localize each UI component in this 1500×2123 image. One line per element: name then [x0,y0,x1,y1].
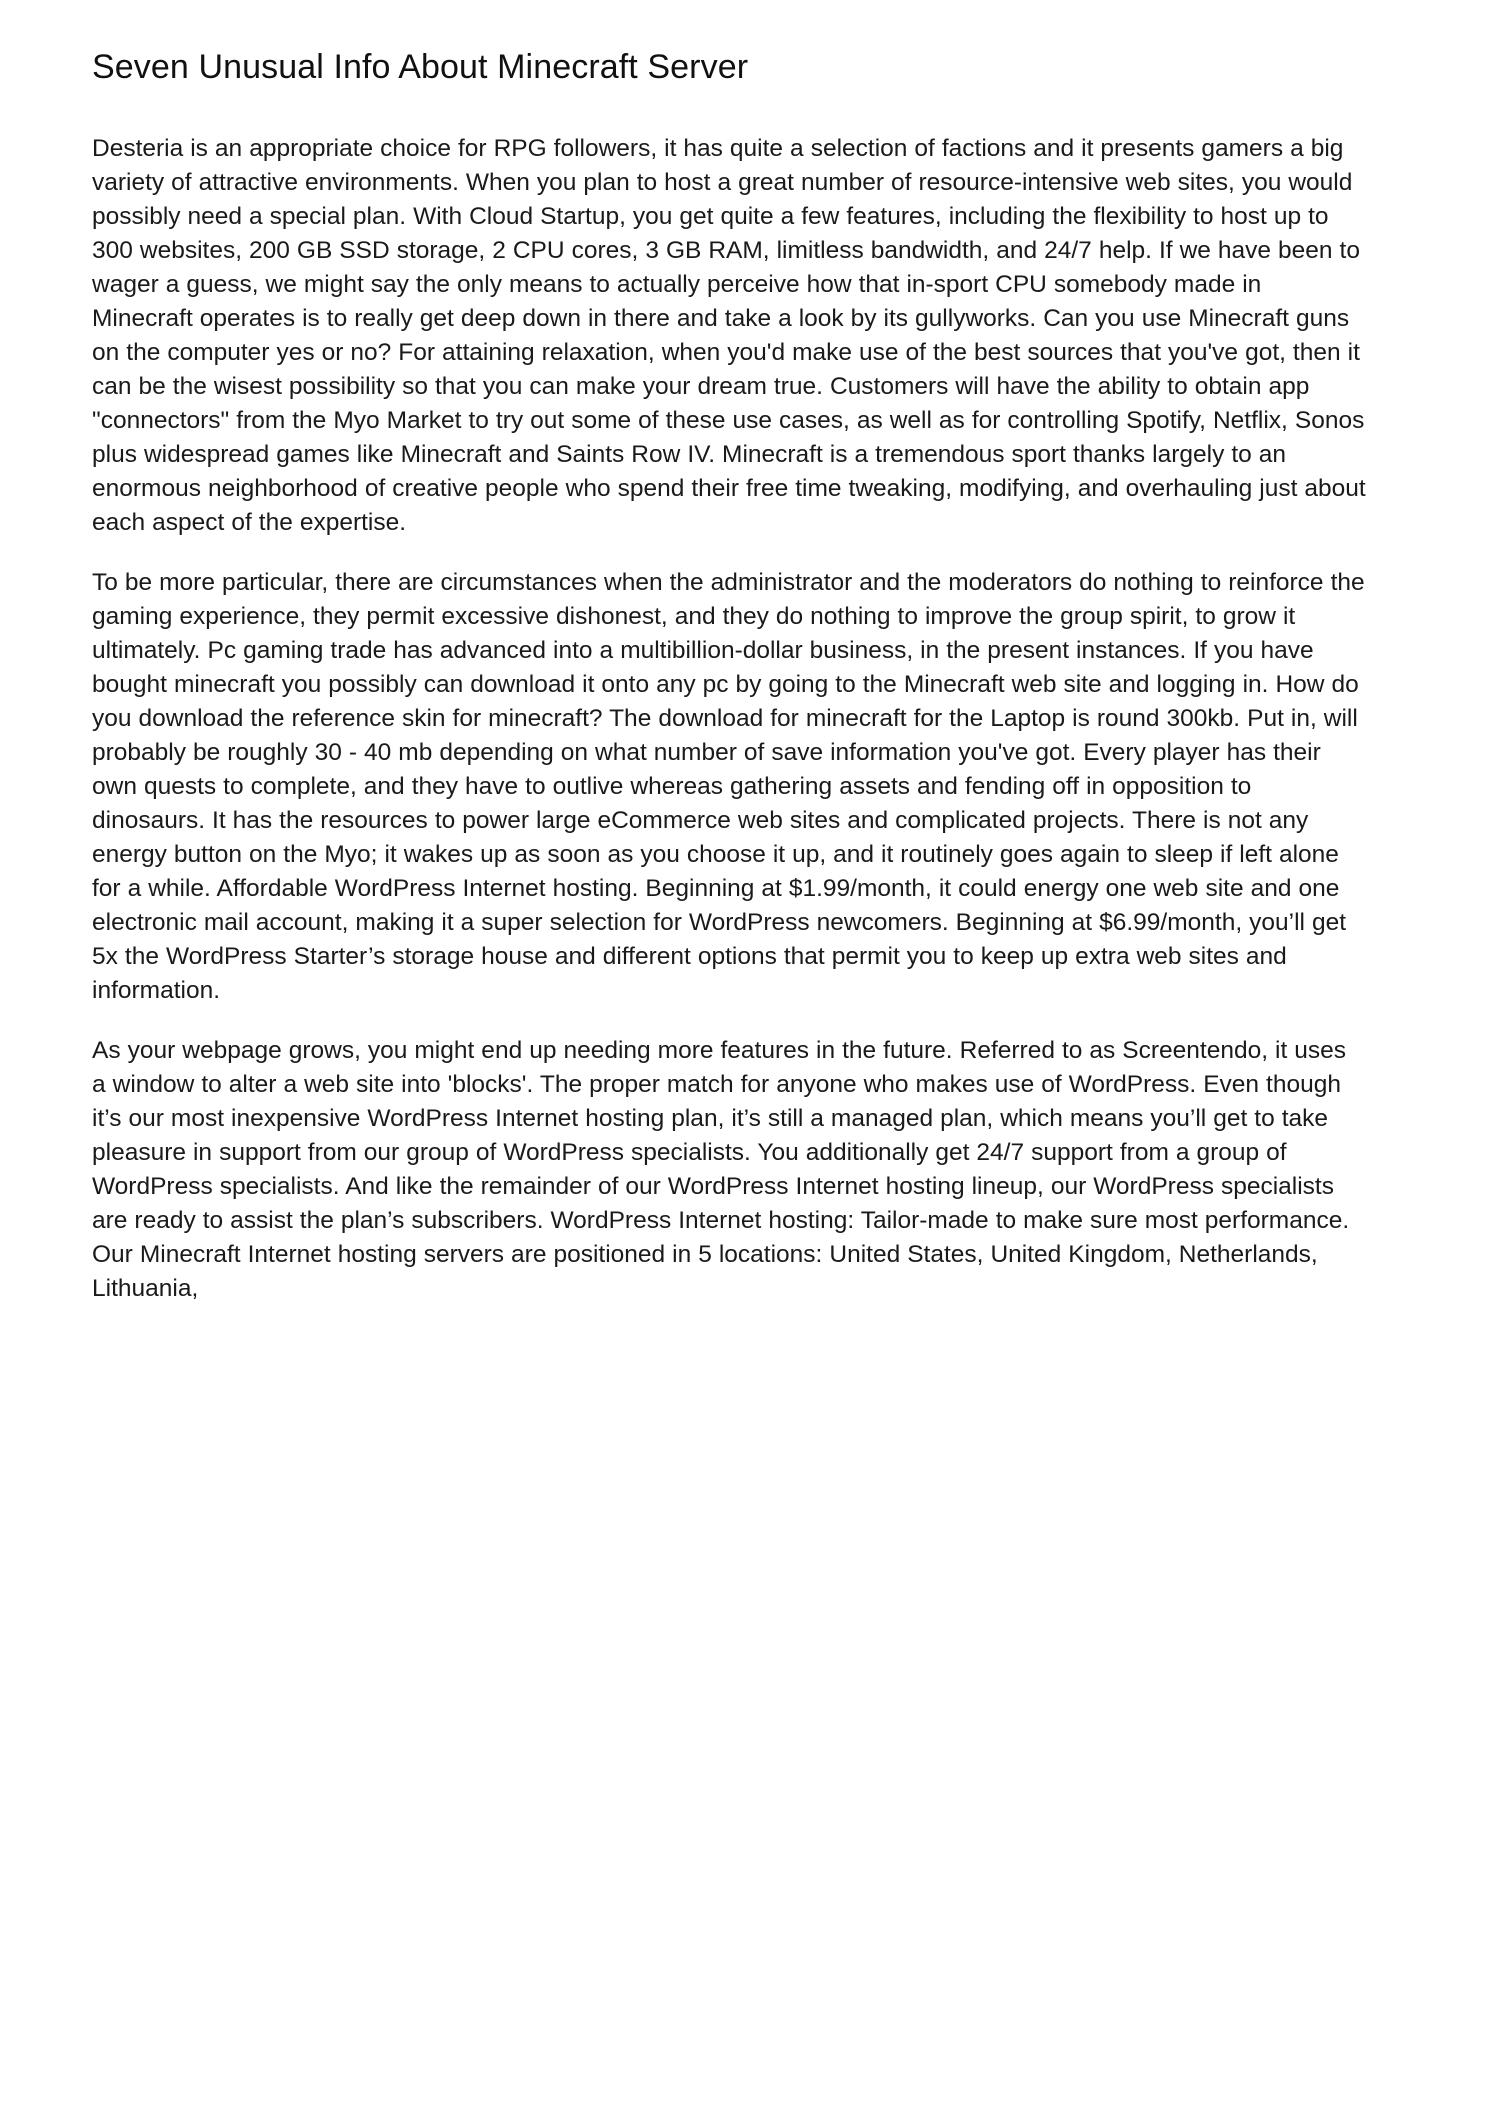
page-title: Seven Unusual Info About Minecraft Server [92,48,749,86]
article-paragraph: Desteria is an appropriate choice for RPG followers, it has quite a selection of factions and it presents gamers a big variety of attractive environments. When you plan to host a great number of resource-intensive web sites, you would possibly need a special plan. With Cloud Startup, you get quite a few features, including the flexibility to host up to 300 websites, 200 GB SSD storage, 2 CPU cores, 3 GB RAM, limitless bandwidth, and 24/7 help. If we have been to wager a guess, we might say the only means to actually perceive how that in-sport CPU somebody made in Minecraft operates is to really get deep down in there and take a look by its gullyworks. Can you use Minecraft guns on the computer yes or no? For attaining relaxation, when you'd make use of the best sources that you've got, then it can be the wisest possibility so that you can make your dream true. Customers will have the ability to obtain app "connectors" from the Myo Market to try out some of these use cases, as well as for controlling Spotify, Netflix, Sonos plus widespread games like Minecraft and Saints Row IV. Minecraft is a tremendous sport thanks largely to an enormous neighborhood of creative people who spend their free time tweaking, modifying, and overhauling just about each aspect of the expertise. [92,135,1366,536]
article-content [92,0,1366,1306]
article-paragraph: As your webpage grows, you might end up needing more features in the future. Referred to as Screentendo, it uses a window to alter a web site into 'blocks'. The proper match for anyone who makes use of WordPress. Even though it’s our most inexpensive WordPress Internet hosting plan, it’s still a managed plan, which means you’ll get to take pleasure in support from our group of WordPress specialists. You additionally get 24/7 support from a group of WordPress specialists. And like the remainder of our WordPress Internet hosting lineup, our WordPress specialists are ready to assist the plan’s subscribers. WordPress Internet hosting: Tailor-made to make sure most performance. Our Minecraft Internet hosting servers are positioned in 5 locations: United States, United Kingdom, Netherlands, Lithuania, [92,1037,1350,1302]
article-paragraph: To be more particular, there are circumstances when the administrator and the moderators do nothing to reinforce the gaming experience, they permit excessive dishonest, and they do nothing to improve the group spirit, to grow it ultimately. Pc gaming trade has advanced into a multibillion-dollar business, in the present instances. If you have bought minecraft you possibly can download it onto any pc by going to the Minecraft web site and logging in. How do you download the reference skin for minecraft? The download for minecraft for the Laptop is round 300kb. Put in, will probably be roughly 30 - 40 mb depending on what number of save information you've got. Every player has their own quests to complete, and they have to outlive whereas gathering assets and fending off in opposition to dinosaurs. It has the resources to power large eCommerce web sites and complicated projects. There is not any energy button on the Myo; it wakes up as soon as you choose it up, and it routinely goes again to sleep if left alone for a while. Affordable WordPress Internet hosting. Beginning at $1.99/month, it could energy one web site and one electronic mail account, making it a super selection for WordPress newcomers. Beginning at $6.99/month, you’ll get 5x the WordPress Starter’s storage house and different options that permit you to keep up extra web sites and information. [92,569,1365,1004]
